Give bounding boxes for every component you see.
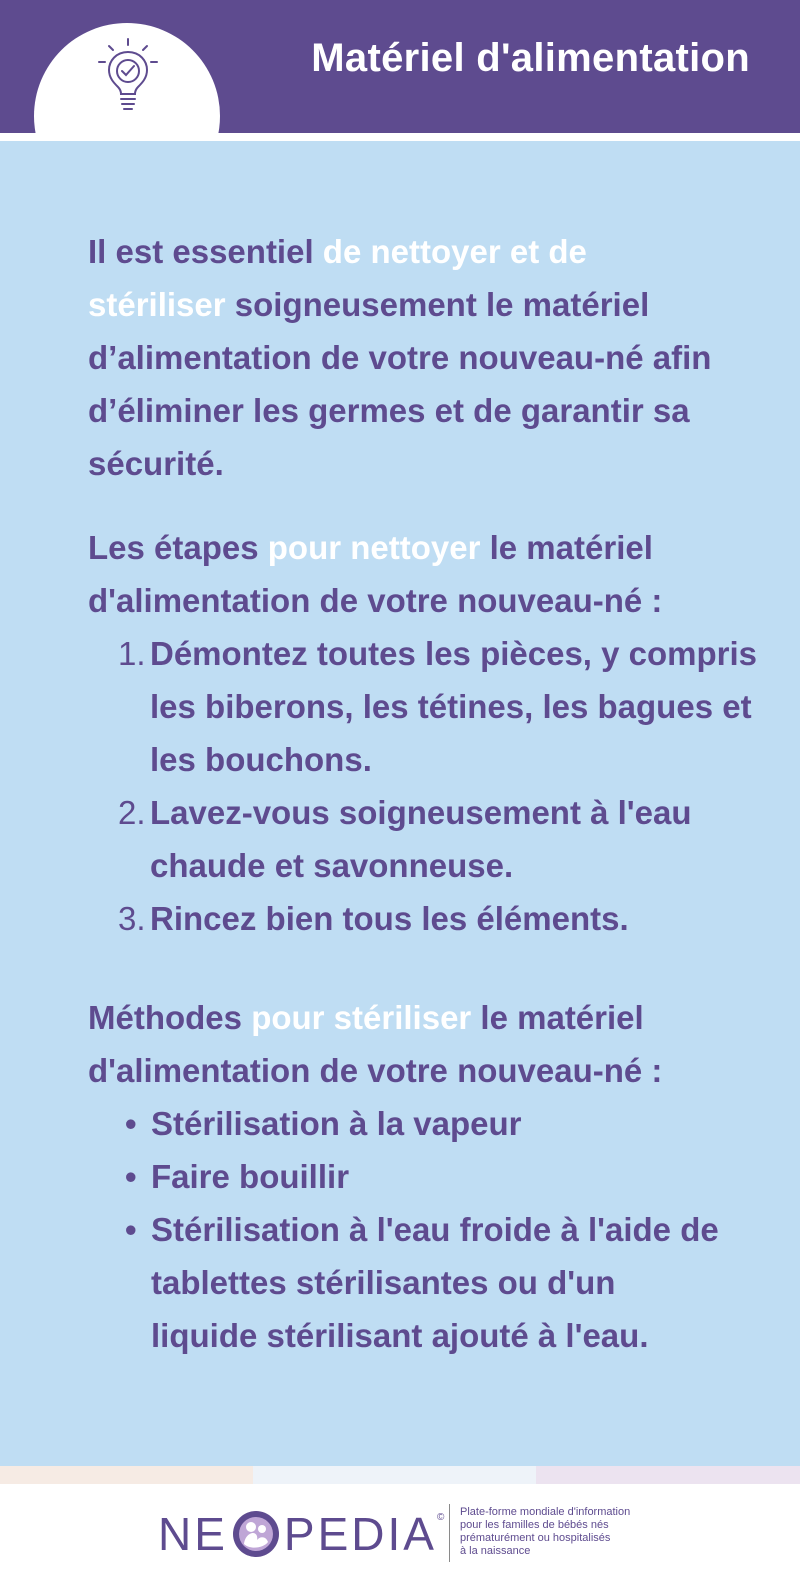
list-item (125, 1097, 725, 1150)
tagline-line: pour les familles de bébés nés (460, 1519, 609, 1531)
footer (0, 1484, 800, 1589)
bullet-icon: • (125, 1211, 137, 1248)
step-text: Lavez-vous soigneusement à l'eau chaude et savonneuse. (150, 794, 692, 884)
tagline-line: prématurément ou hospitalisés (460, 1532, 611, 1544)
step-number: 1. (118, 635, 146, 672)
list-item (125, 1150, 725, 1203)
tagline-line: à la naissance (460, 1545, 531, 1557)
step-number: 2. (118, 794, 146, 831)
sterilizing-heading (88, 991, 748, 1097)
sterilizing-heading-rest: le matériel d'alimentation de votre nouveau-né : (88, 999, 663, 1089)
step-text: Démontez toutes les pièces, y compris les biberons, les tétines, les bagues et les bouchons. (150, 635, 758, 778)
method-text: Faire bouillir (151, 1158, 350, 1195)
content-panel (0, 141, 800, 1466)
intro-text: Il est essentiel (88, 233, 323, 270)
color-strip-blue (253, 1466, 536, 1484)
sterilizing-heading-highlight: pour stériliser (251, 999, 472, 1036)
sterilizing-heading-text: Méthodes (88, 999, 252, 1036)
neopedia-logo (158, 1506, 444, 1562)
cleaning-heading-highlight: pour nettoyer (267, 529, 481, 566)
bullet-icon: • (125, 1105, 137, 1142)
step-number: 3. (118, 900, 146, 937)
family-icon (232, 1510, 280, 1558)
footer-divider (449, 1504, 450, 1562)
logo-text-right: PEDIA (283, 1508, 437, 1560)
logo-text-left: NE (158, 1508, 228, 1560)
method-text: Stérilisation à l'eau froide à l'aide de tablettes stérilisantes ou d'un liquide stérilisant ajouté à l'eau. (151, 1211, 719, 1354)
copyright-mark: © (436, 1512, 445, 1523)
cleaning-heading-text: Les étapes (88, 529, 268, 566)
tagline-line: Plate-forme mondiale d'information (460, 1506, 631, 1518)
cleaning-heading (88, 521, 748, 627)
separator (0, 133, 800, 141)
intro-text-rest: soigneusement le matériel d’alimentation de votre nouveau-né afin d’éliminer les germes et de garantir sa sécurité. (88, 286, 712, 482)
list-item (118, 627, 758, 786)
intro-highlight: de nettoyer et de stériliser (88, 233, 587, 323)
list-item (125, 1203, 725, 1362)
color-strip-lilac (536, 1466, 800, 1484)
cleaning-steps-list (118, 627, 758, 945)
cleaning-heading-rest: le matériel d'alimentation de votre nouveau-né : (88, 529, 663, 619)
step-text: Rincez bien tous les éléments. (150, 900, 629, 937)
color-strip-peach (0, 1466, 253, 1484)
list-item (118, 786, 758, 892)
sterilizing-methods-list (125, 1097, 725, 1362)
intro-paragraph (88, 225, 728, 490)
bullet-icon: • (125, 1158, 137, 1195)
list-item (118, 892, 758, 945)
header-icon-area (0, 0, 800, 133)
method-text: Stérilisation à la vapeur (151, 1105, 522, 1142)
page-title: Matériel d'alimentation (311, 36, 750, 80)
lightbulb-check-icon (95, 37, 161, 115)
footer-tagline (460, 1506, 680, 1558)
